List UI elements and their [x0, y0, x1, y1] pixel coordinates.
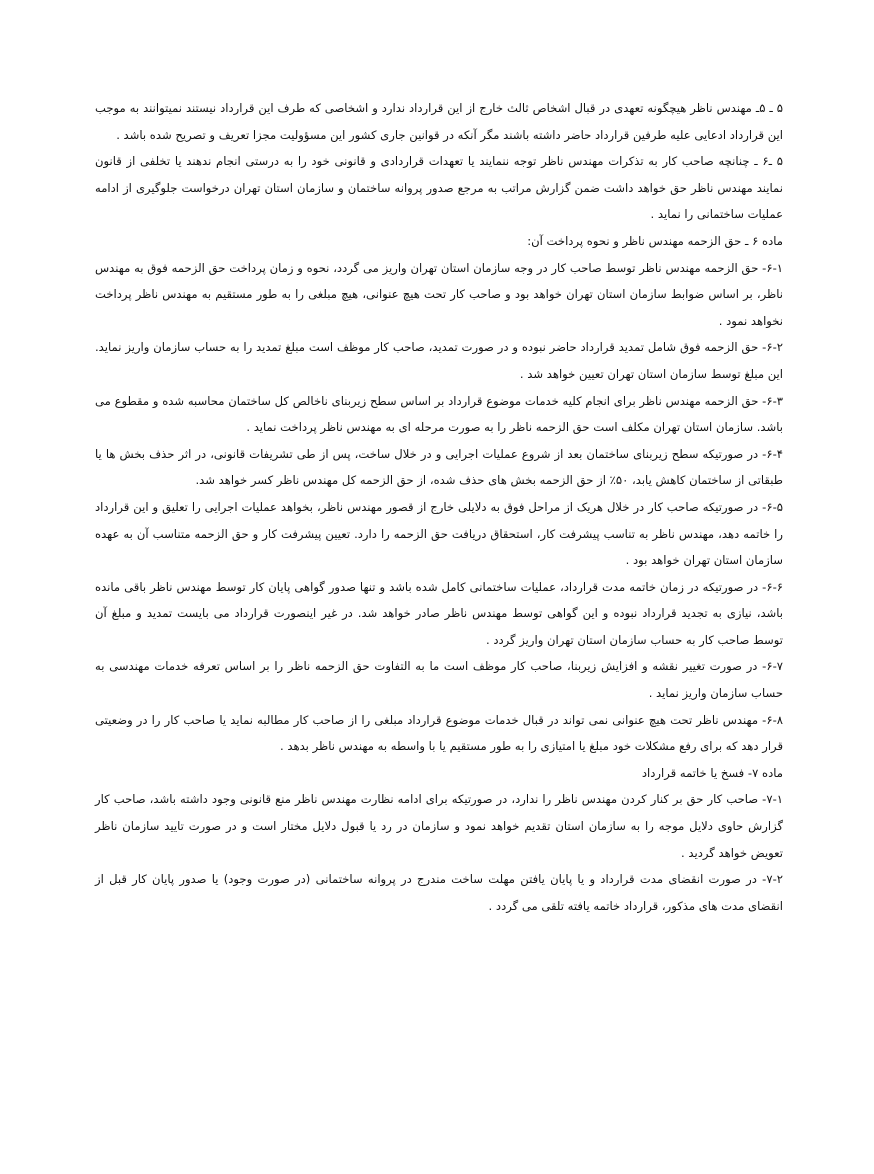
paragraph-5-5: ۵ ـ ۵ـ مهندس ناظر هیچگونه تعهدی در قبال اشخاص ثالث خارج از این قرارداد ندارد و اشخاصی که طرف این قرارداد نیستند نمیتوانند به موجب این قرارداد ادعایی علیه طرفین قرارداد حاضر داشته باشند مگر آنکه در قوانین جاری کشور این مسؤولیت مجزا تعریف و تصریح شده باشد .	[95, 101, 783, 142]
paragraph-6-6: ۶-۶- در صورتیکه در زمان خاتمه مدت قرارداد، عملیات ساختمانی کامل شده باشد و تنها صدور گواهی پایان کار توسط مهندس ناظر باقی مانده باشد، نیازی به تجدید قرارداد نبوده و این گواهی توسط مهندس ناظر صادر خواهد شد. در غیر اینصورت قرارداد می بایست تمدید و مبلغ آن توسط صاحب کار به حساب سازمان استان تهران واریز گردد .	[95, 579, 783, 647]
article-7-heading: ماده ۷- فسخ یا خاتمه قرارداد	[641, 765, 783, 780]
document-page	[95, 95, 783, 919]
paragraph-6-1: ۶-۱- حق الزحمه مهندس ناظر توسط صاحب کار در وجه سازمان استان تهران واریز می گردد، نحوه و زمان پرداخت حق الزحمه فوق به مهندس ناظر، بر اساس ضوابط سازمان استان تهران خواهد بود و صاحب کار تحت هیچ عنوانی، هیچ مبلغی را به طور مستقیم به مهندس ناظر پرداخت نخواهد نمود .	[95, 260, 783, 328]
paragraph-6-7: ۶-۷- در صورت تغییر نقشه و افزایش زیربنا، صاحب کار موظف است ما به التفاوت حق الزحمه ناظر را بر اساس تعرفه خدمات مهندسی به حساب سازمان واریز نماید .	[95, 659, 783, 701]
article-6-heading: ماده ۶ ـ حق الزحمه مهندس ناظر و نحوه پرداخت آن:	[527, 233, 783, 248]
paragraph-6-2: ۶-۲- حق الزحمه فوق شامل تمدید قرارداد حاضر نبوده و در صورت تمدید، صاحب کار موظف است مبلغ تمدید را به حساب سازمان واریز نماید. این مبلغ توسط سازمان استان تهران تعیین خواهد شد .	[95, 340, 783, 381]
paragraph-5-6: ۵ ـ۶ ـ چنانچه صاحب کار به تذکرات مهندس ناظر توجه ننمایند یا تعهدات قراردادی و قانونی خود را به درستی انجام ندهند یا تخلفی از قانون نمایند مهندس ناظر حق خواهد داشت ضمن گزارش مراتب به مرجع صدور پروانه ساختمان و سازمان استان تهران درخواست جلوگیری از ادامه عملیات ساختمانی را نماید .	[95, 154, 783, 222]
paragraph-6-8: ۶-۸- مهندس ناظر تحت هیچ عنوانی نمی تواند در قبال خدمات موضوع قرارداد مبلغی را از صاحب کار مطالبه نماید یا صاحب کار را در وضعیتی قرار دهد که برای رفع مشکلات خود مبلغ یا امتیازی را به طور مستقیم یا با واسطه به مهندس ناظر بدهد .	[95, 712, 783, 754]
paragraph-6-5: ۶-۵- در صورتیکه صاحب کار در خلال هریک از مراحل فوق به دلایلی خارج از قصور مهندس ناظر، بخواهد عملیات اجرایی را تعلیق و این قرارداد را خاتمه دهد، مهندس ناظر به تناسب پیشرفت کار، استحقاق دریافت حق الزحمه را دارد. تعیین پیشرفت کار و حق الزحمه متناسب آن به عهده سازمان استان تهران خواهد بود .	[95, 499, 783, 568]
paragraph-7-2: ۷-۲- در صورت انقضای مدت قرارداد و یا پایان یافتن مهلت ساخت مندرج در پروانه ساختمانی (در صورت وجود) یا صدور پایان کار قبل از انقضای مدت های مذکور، قرارداد خاتمه یافته تلقی می گردد .	[95, 872, 783, 913]
paragraph-7-1: ۷-۱- صاحب کار حق بر کنار کردن مهندس ناظر را ندارد، در صورتیکه برای ادامه نظارت مهندس ناظر منع قانونی وجود داشته باشد، صاحب کار گزارش حاوی دلایل موجه را به سازمان استان تقدیم خواهد نمود و سازمان در رد یا قبول دلایل مختار است و در صورت تایید سازمان ناظر تعویض خواهد گردید .	[95, 792, 783, 860]
paragraph-6-3: ۶-۳- حق الزحمه مهندس ناظر برای انجام کلیه خدمات موضوع قرارداد بر اساس سطح زیربنای ناخالص کل ساختمان محاسبه شده و مقطوع می باشد. سازمان استان تهران مکلف است حق الزحمه ناظر را به صورت مرحله ای به مهندس ناظر پرداخت نماید .	[95, 393, 783, 435]
paragraph-6-4: ۶-۴- در صورتیکه سطح زیربنای ساختمان بعد از شروع عملیات اجرایی و در خلال ساخت، پس از طی تشریفات قانونی، در اثر حذف بخش ها یا طبقاتی از ساختمان کاهش یابد، ۵۰٪ از حق الزحمه بخش های حذف شده، از حق الزحمه کل مهندس ناظر کسر خواهد شد.	[95, 446, 783, 488]
